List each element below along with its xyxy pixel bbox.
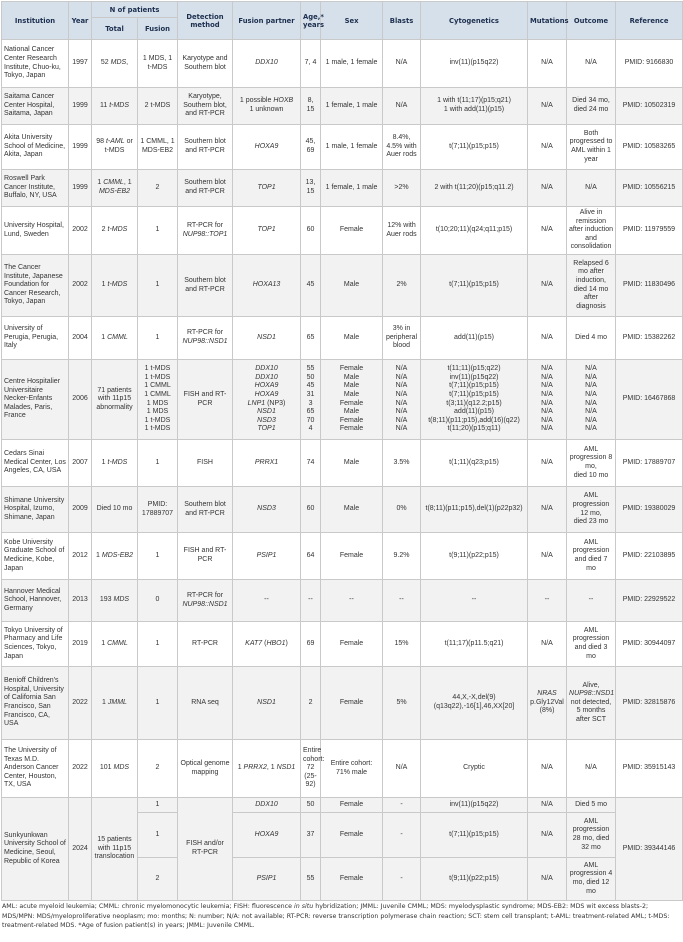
age-cell: 45 [301,255,321,317]
partner-cell: NSD1 [233,667,301,740]
cytogenetics-cell: 1 with t(11;17)(p15;q21) 1 with add(11)(p15) [421,88,528,125]
sex-cell: Female Male Male Male Female Male Female Female [321,360,383,440]
fusion-cell: 1 [138,317,178,360]
fusion-cell: 1 CMML, 1 MDS-EB2 [138,125,178,170]
table-row [2,125,683,170]
header-blasts: Blasts [383,2,421,40]
cytogenetics-cell: t(9;11)(p22;p15) [421,858,528,901]
cytogenetics-cell: t(11;17)(p11.5;q21) [421,622,528,667]
total-cell: 101 MDS [92,740,138,798]
mutations-cell: N/A [528,440,567,487]
sex-cell: 1 female, 1 male [321,170,383,207]
institution-cell: Roswell Park Cancer Institute, Buffalo, NY, USA [2,170,69,207]
reference-cell: PMID: 22929522 [616,580,683,622]
partner-cell: PRRX1 [233,440,301,487]
method-cell: FISH and RT-PCR [178,533,233,580]
fusion-cell: 0 [138,580,178,622]
fusion-cell: 1 t-MDS 1 t-MDS 1 CMML 1 CMML 1 MDS 1 MDS 1 t-MDS 1 t-MDS [138,360,178,440]
sex-cell: Female [321,858,383,901]
partner-cell: 1 possible HOXB 1 unknown [233,88,301,125]
table-row [2,360,683,440]
age-cell: 50 [301,798,321,813]
cytogenetics-cell: t(7;11)(p15;p15) [421,255,528,317]
blasts-cell: N/A N/A N/A N/A N/A N/A N/A N/A [383,360,421,440]
table-row [2,487,683,533]
age-cell: 64 [301,533,321,580]
cytogenetics-cell: inv(11)(p15q22) [421,40,528,88]
sex-cell: Male [321,440,383,487]
partner-cell: TOP1 [233,170,301,207]
header-mutations: Mutations [528,2,567,40]
outcome-cell: N/A N/A N/A N/A N/A N/A N/A N/A [567,360,616,440]
age-cell: 37 [301,813,321,858]
sex-cell: Entire cohort: 71% male [321,740,383,798]
total-cell: 15 patients with 11p15 translocation [92,798,138,901]
mutations-cell: N/A [528,533,567,580]
sex-cell: 1 male, 1 female [321,125,383,170]
blasts-cell: - [383,858,421,901]
mutations-cell: N/A [528,170,567,207]
total-cell: 193 MDS [92,580,138,622]
fusion-cell: 1 [138,798,178,813]
table-row [2,533,683,580]
cytogenetics-cell: t(7;11)(p15;p15) [421,813,528,858]
mutations-cell: N/A [528,255,567,317]
sex-cell: Female [321,667,383,740]
method-cell: Karyotype, Southern blot, and RT-PCR [178,88,233,125]
partner-cell: DDX10 [233,40,301,88]
partner-cell: PSIP1 [233,858,301,901]
partner-cell: DDX10 [233,798,301,813]
outcome-cell: AML progression 28 mo, died 32 mo [567,813,616,858]
total-cell: 1 CMML [92,622,138,667]
total-cell: 2 t-MDS [92,207,138,255]
sex-cell: -- [321,580,383,622]
sex-cell: 1 female, 1 male [321,88,383,125]
institution-cell: Cedars Sinai Medical Center, Los Angeles, CA, USA [2,440,69,487]
table-row [2,440,683,487]
method-cell: Southern blot and RT-PCR [178,170,233,207]
year-cell: 1999 [69,88,92,125]
header-detection-method: Detection method [178,2,233,40]
institution-cell: Hannover Medical School, Hannover, Germany [2,580,69,622]
outcome-cell: N/A [567,740,616,798]
total-cell: 1 t-MDS [92,255,138,317]
year-cell: 2022 [69,740,92,798]
fusion-cell: 1 [138,440,178,487]
total-cell: 1 t-MDS [92,440,138,487]
reference-cell: PMID: 17889707 [616,440,683,487]
table-row [2,622,683,667]
sex-cell: Male [321,317,383,360]
method-cell: Karyotype and Southern blot [178,40,233,88]
age-cell: 2 [301,667,321,740]
cytogenetics-cell: t(9;11)(p22;p15) [421,533,528,580]
partner-cell: PSIP1 [233,533,301,580]
outcome-cell: -- [567,580,616,622]
nup98-case-table [1,1,683,901]
total-cell: 71 patients with 11p15 abnormality [92,360,138,440]
header-sex: Sex [321,2,383,40]
partner-cell: HOXA9 [233,813,301,858]
cytogenetics-cell: 2 with t(11;20)(p15;q11.2) [421,170,528,207]
method-cell: Southern blot and RT-PCR [178,487,233,533]
sex-cell: Female [321,533,383,580]
header-outcome: Outcome [567,2,616,40]
table-row [2,667,683,740]
reference-cell: PMID: 19380029 [616,487,683,533]
fusion-cell: 1 [138,813,178,858]
year-cell: 2013 [69,580,92,622]
table-row [2,255,683,317]
partner-cell: NSD3 [233,487,301,533]
table-row [2,580,683,622]
outcome-cell: N/A [567,40,616,88]
institution-cell: Sunkyunkwan University School of Medicine, Seoul, Republic of Korea [2,798,69,901]
header-cytogenetics: Cytogenetics [421,2,528,40]
partner-cell: 1 PRRX2, 1 NSD1 [233,740,301,798]
age-cell: -- [301,580,321,622]
partner-cell: HOXA13 [233,255,301,317]
reference-cell: PMID: 39344146 [616,798,683,901]
blasts-cell: 9.2% [383,533,421,580]
reference-cell: PMID: 10556215 [616,170,683,207]
total-cell: 1 MDS-EB2 [92,533,138,580]
institution-cell: University Hospital, Lund, Sweden [2,207,69,255]
mutations-cell: N/A [528,858,567,901]
sex-cell: 1 male, 1 female [321,40,383,88]
reference-cell: PMID: 11830496 [616,255,683,317]
header-institution: Institution [2,2,69,40]
cytogenetics-cell: add(11)(p15) [421,317,528,360]
total-cell: 1 CMML [92,317,138,360]
institution-cell: Akita University School of Medicine, Akita, Japan [2,125,69,170]
age-cell: 69 [301,622,321,667]
total-cell: Died 10 mo [92,487,138,533]
fusion-cell: 1 MDS, 1 t-MDS [138,40,178,88]
year-cell: 1997 [69,40,92,88]
cytogenetics-cell: t(10;20;11)(q24;q11;p15) [421,207,528,255]
total-cell: 1 CMML, 1 MDS-EB2 [92,170,138,207]
fusion-cell: PMID: 17889707 [138,487,178,533]
mutations-cell: N/A [528,40,567,88]
mutations-cell: N/A [528,813,567,858]
year-cell: 2004 [69,317,92,360]
method-cell: Southern blot and RT-PCR [178,255,233,317]
reference-cell: PMID: 22103895 [616,533,683,580]
table-row [2,170,683,207]
fusion-cell: 1 [138,622,178,667]
age-cell: 8, 15 [301,88,321,125]
total-cell: 11 t-MDS [92,88,138,125]
method-cell: RT-PCR for NUP98::NSD1 [178,317,233,360]
year-cell: 2024 [69,798,92,901]
age-cell: Entire cohort: 72 (25-92) [301,740,321,798]
outcome-cell: AML progression and died 7 mo [567,533,616,580]
mutations-cell: N/A N/A N/A N/A N/A N/A N/A N/A [528,360,567,440]
sex-cell: Female [321,207,383,255]
outcome-cell: N/A [567,170,616,207]
institution-cell: National Cancer Center Research Institute, Chuo-ku, Tokyo, Japan [2,40,69,88]
method-cell: RT-PCR for NUP98::NSD1 [178,580,233,622]
blasts-cell: 8.4%, 4.5% with Auer rods [383,125,421,170]
table-footnote: AML: acute myeloid leukemia; CMML: chronic myelomonocytic leukemia; FISH: fluorescence in situ hybridization; JMML: Juvenile CMML; MDS: myelodysplastic syndrome; MDS-EB2: MDS wit excess blasts-2; MDS/MPN: MDS/myeloproliferative neoplasm; mo: months; N: number; N/A: not available; RT-PCR: reverse transcription polymerase chain reaction; SCT: stem cell transplant; t-AML: treatment-related AML; t-MDS: treatment-related MDS. *Age of fusion patient(s) in years; JMML: Juvenile CMML. [2,903,670,929]
table-row [2,88,683,125]
age-cell: 74 [301,440,321,487]
blasts-cell: - [383,813,421,858]
blasts-cell: -- [383,580,421,622]
blasts-cell: 3.5% [383,440,421,487]
institution-cell: The University of Texas M.D. Anderson Cancer Center, Houston, TX, USA [2,740,69,798]
institution-cell: Shimane University Hospital, Izumo, Shimane, Japan [2,487,69,533]
outcome-cell: Died 5 mo [567,798,616,813]
blasts-cell: 15% [383,622,421,667]
table-row [2,798,683,813]
institution-cell: Centre Hospitalier Universitaire Necker-Enfants Malades, Paris, France [2,360,69,440]
outcome-cell: Died 4 mo [567,317,616,360]
reference-cell: PMID: 32815876 [616,667,683,740]
outcome-cell: AML progression and died 3 mo [567,622,616,667]
cytogenetics-cell: t(7;11)(p15;p15) [421,125,528,170]
outcome-cell: AML progression 12 mo, died 23 mo [567,487,616,533]
fusion-cell: 2 [138,858,178,901]
blasts-cell: - [383,798,421,813]
mutations-cell: N/A [528,125,567,170]
partner-cell: KAT7 (HBO1) [233,622,301,667]
mutations-cell: -- [528,580,567,622]
outcome-cell: Relapsed 6 mo after induction, died 14 mo after diagnosis [567,255,616,317]
year-cell: 2019 [69,622,92,667]
year-cell: 2009 [69,487,92,533]
reference-cell: PMID: 11979559 [616,207,683,255]
header-fusion: Fusion [138,18,178,40]
cytogenetics-cell: t(8;11)(p11;p15),del(1)(p22p32) [421,487,528,533]
sex-cell: Male [321,255,383,317]
method-cell: FISH and/or RT-PCR [178,798,233,901]
method-cell: Southern blot and RT-PCR [178,125,233,170]
age-cell: 60 [301,207,321,255]
outcome-cell: AML progression 8 mo, died 10 mo [567,440,616,487]
age-cell: 45, 69 [301,125,321,170]
age-cell: 60 [301,487,321,533]
cytogenetics-cell: inv(11)(p15q22) [421,798,528,813]
partner-cell: TOP1 [233,207,301,255]
header-age: Age,* years [301,2,321,40]
method-cell: RT-PCR for NUP98::TOP1 [178,207,233,255]
age-cell: 65 [301,317,321,360]
partner-cell: HOXA9 [233,125,301,170]
cytogenetics-cell: 44,X,-X,del(9)(q13q22),-16[1],46,XX[20] [421,667,528,740]
fusion-cell: 2 [138,170,178,207]
mutations-cell: N/A [528,622,567,667]
mutations-cell: N/A [528,798,567,813]
reference-cell: PMID: 16467868 [616,360,683,440]
mutations-cell: NRAS p.Gly12Val (8%) [528,667,567,740]
age-cell: 55 [301,858,321,901]
year-cell: 2002 [69,207,92,255]
cytogenetics-cell: -- [421,580,528,622]
table-row [2,207,683,255]
blasts-cell: 0% [383,487,421,533]
outcome-cell: Alive, NUP98::NSD1 not detected, 5 months after SCT [567,667,616,740]
year-cell: 2007 [69,440,92,487]
method-cell: FISH and RT-PCR [178,360,233,440]
year-cell: 2006 [69,360,92,440]
header-fusion-partner: Fusion partner [233,2,301,40]
total-cell: 98 t-AML or t-MDS [92,125,138,170]
blasts-cell: 5% [383,667,421,740]
year-cell: 2022 [69,667,92,740]
blasts-cell: >2% [383,170,421,207]
blasts-cell: N/A [383,40,421,88]
header-total: Total [92,18,138,40]
fusion-cell: 2 [138,740,178,798]
partner-cell: -- [233,580,301,622]
header-year: Year [69,2,92,40]
mutations-cell: N/A [528,487,567,533]
blasts-cell: N/A [383,88,421,125]
institution-cell: Kobe University Graduate School of Medicine, Kobe, Japan [2,533,69,580]
table-row [2,317,683,360]
sex-cell: Female [321,622,383,667]
fusion-cell: 1 [138,207,178,255]
blasts-cell: 12% with Auer rods [383,207,421,255]
fusion-cell: 1 [138,667,178,740]
partner-cell: NSD1 [233,317,301,360]
method-cell: RNA seq [178,667,233,740]
reference-cell: PMID: 9166830 [616,40,683,88]
age-cell: 13, 15 [301,170,321,207]
year-cell: 1999 [69,170,92,207]
outcome-cell: Alive in remission after induction and consolidation [567,207,616,255]
institution-cell: University of Perugia, Perugia, Italy [2,317,69,360]
outcome-cell: Both progressed to AML within 1 year [567,125,616,170]
header-reference: Reference [616,2,683,40]
institution-cell: Tokyo University of Pharmacy and Life Sciences, Tokyo, Japan [2,622,69,667]
fusion-cell: 2 t-MDS [138,88,178,125]
sex-cell: Female [321,798,383,813]
total-cell: 52 MDS, [92,40,138,88]
table-row [2,40,683,88]
method-cell: RT-PCR [178,622,233,667]
age-cell: 55 50 45 31 3 65 70 4 [301,360,321,440]
outcome-cell: AML progression 4 mo, died 12 mo [567,858,616,901]
sex-cell: Female [321,813,383,858]
partner-cell: DDX10 DDX10 HOXA9 HOXA9 LNP1 (NP3) NSD1 NSD3 TOP1 [233,360,301,440]
year-cell: 2002 [69,255,92,317]
mutations-cell: N/A [528,88,567,125]
blasts-cell: N/A [383,740,421,798]
mutations-cell: N/A [528,317,567,360]
sex-cell: Male [321,487,383,533]
mutations-cell: N/A [528,740,567,798]
reference-cell: PMID: 30944097 [616,622,683,667]
fusion-cell: 1 [138,255,178,317]
reference-cell: PMID: 10502319 [616,88,683,125]
outcome-cell: Died 34 mo, died 24 mo [567,88,616,125]
blasts-cell: 3% in peripheral blood [383,317,421,360]
institution-cell: The Cancer Institute, Japanese Foundation for Cancer Research, Tokyo, Japan [2,255,69,317]
fusion-cell: 1 [138,533,178,580]
year-cell: 1999 [69,125,92,170]
year-cell: 2012 [69,533,92,580]
header-n-of-patients: N of patients [92,2,178,18]
cytogenetics-cell: Cryptic [421,740,528,798]
reference-cell: PMID: 10583265 [616,125,683,170]
age-cell: 7, 4 [301,40,321,88]
cytogenetics-cell: t(11;11)(p15;q22) inv(11)(p15q22) t(7;11)(p15;p15) t(7;11)(p15;p15) t(3;11)(q12.2;p15) add(11)(p15) t(8;11)(p11;p15),add(16)(q22) t(11;20)(p15;q11) [421,360,528,440]
mutations-cell: N/A [528,207,567,255]
cytogenetics-cell: t(1;11)(q23;p15) [421,440,528,487]
method-cell: FISH [178,440,233,487]
method-cell: Optical genome mapping [178,740,233,798]
blasts-cell: 2% [383,255,421,317]
institution-cell: Saitama Cancer Center Hospital, Saitama, Japan [2,88,69,125]
total-cell: 1 JMML [92,667,138,740]
reference-cell: PMID: 35915143 [616,740,683,798]
reference-cell: PMID: 15382262 [616,317,683,360]
table-row [2,740,683,798]
institution-cell: Benioff Children's Hospital, University of California San Francisco, San Francisco, CA, USA [2,667,69,740]
